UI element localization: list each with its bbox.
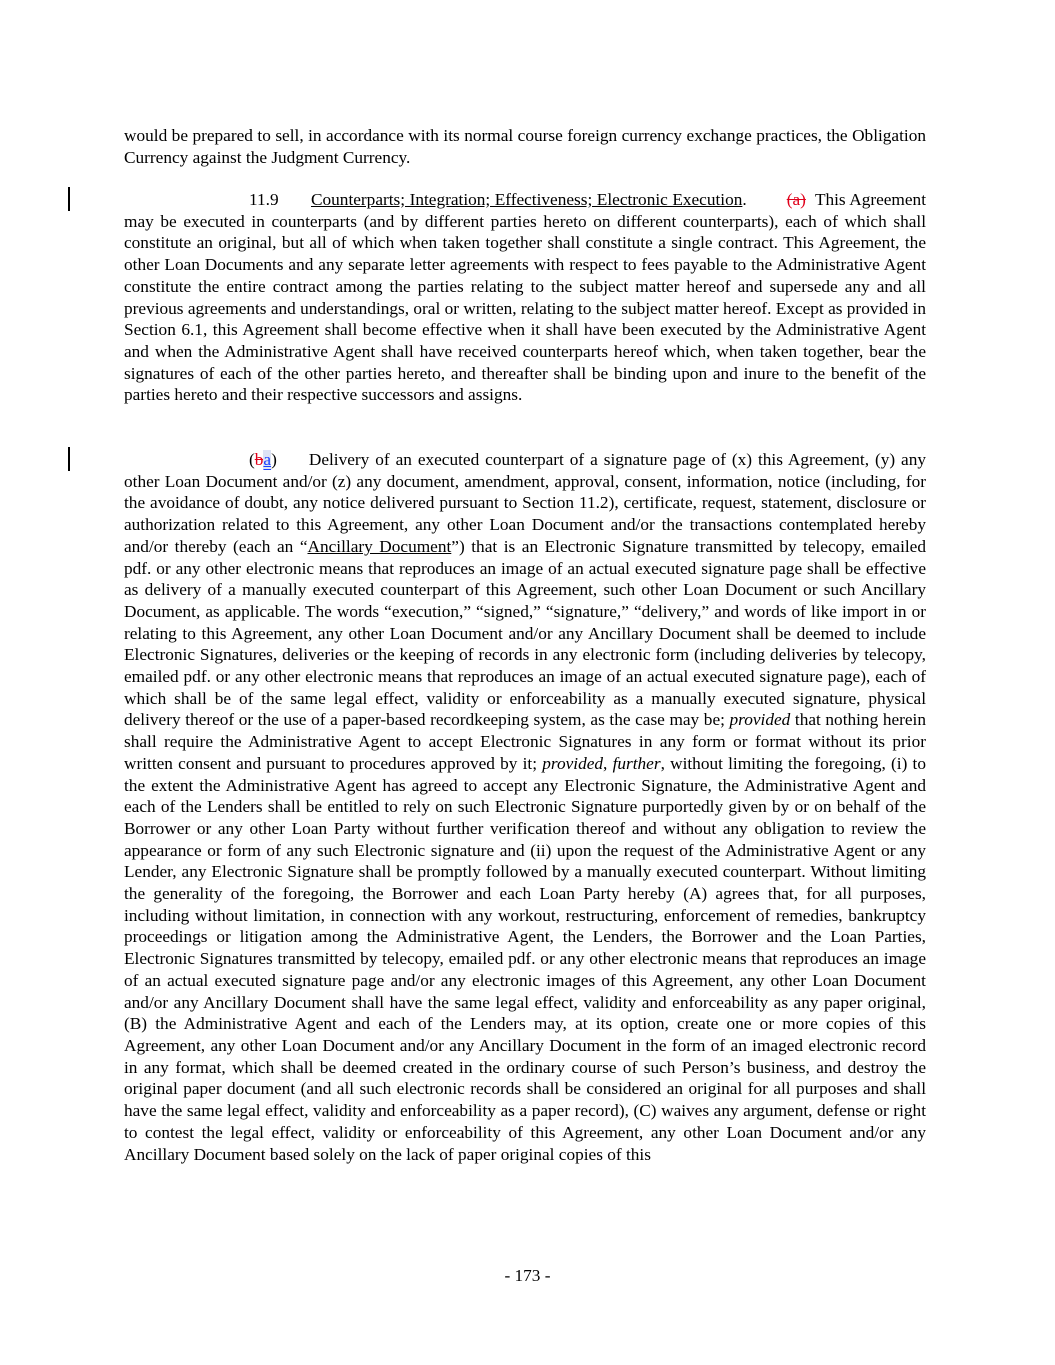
section-heading-period: . [742, 190, 747, 209]
deleted-letter: b [254, 450, 264, 469]
section-11-9-paragraph [124, 189, 926, 406]
change-bar [68, 447, 70, 471]
subsection-text-3: that nothing herein shall require the Administrative Agent to accept Electronic Signatures in any form or format without its prior written consent and pursuant to procedures approved by it; [124, 710, 926, 773]
subsection-text-2: ”) that is an Electronic Signature transmitted by telecopy, emailed pdf. or any other electronic means that reproduces an image of an actual executed signature page shall be effective as delivery of a manually executed counterpart of this Agreement, such other Loan Document or such Ancillary Document, as applicable. The words “execution,” “signed,” “signature,” “delivery,” and words of like import in or relating to this Agreement, any other Loan Document and/or any Ancillary Document shall be deemed to include Electronic Signatures, deliveries or the keeping of records in any electronic form (including deliveries by telecopy, emailed pdf. or any other electronic means that reproduces an image of an actual executed signature page), each of which shall be of the same legal effect, validity or enforceability as a manually executed signature, physical delivery thereof or the use of a paper-based recordkeeping system, as the case may be; [124, 536, 926, 730]
change-bar [68, 187, 70, 211]
defined-term-ancillary-document: Ancillary Document [307, 536, 452, 556]
subsection-close-paren: ) [271, 450, 277, 469]
carryover-text: would be prepared to sell, in accordance with its normal course foreign currency exchange practices, the Obligation Currency against the Judgment Currency. [124, 126, 926, 167]
page-number: - 173 - [504, 1266, 551, 1285]
section-heading: Counterparts; Integration; Effectiveness; Electronic Execution [311, 190, 743, 209]
subsection-text-1: Delivery of an executed counterpart of a signature page of (x) this Agreement, (y) any other Loan Document and/or (z) any document, amendment, approval, consent, information, notice (including, for the avoidance of doubt, any notice delivered pursuant to Section 11.2), certificate, request, statement, disclosure or authorization related to this Agreement, any other Loan Document and/or the transactions contemplated hereby and/or thereby (each an “ [124, 450, 926, 556]
inserted-letter: a [263, 450, 272, 469]
comma: , [603, 753, 613, 773]
provided-italic: provided [729, 710, 791, 730]
section-body: This Agreement may be executed in counterparts (and by different parties hereto on different counterparts), each of which shall constitute an original, but all of which when taken together shall constitute a single contract. This Agreement, the other Loan Documents and any separate letter agreements with respect to fees payable to the Administrative Agent constitute the entire contract among the parties relating to the subject matter hereof and supersede any and all previous agreements and understandings, oral or written, relating to the subject matter hereof. Except as provided in Section 6.1, this Agreement shall become effective when it shall have been executed by the Administrative Agent and when the Administrative Agent shall have received counterparts hereof which, when taken together, bear the signatures of each of the other parties hereto, and thereafter shall be binding upon and inure to the benefit of the parties hereto and their respective successors and assigns. [124, 190, 926, 405]
section-number: 11.9 [249, 190, 279, 209]
provided-italic-2: provided [542, 753, 604, 773]
carryover-paragraph [124, 125, 926, 168]
subsection-text-4: , without limiting the foregoing, (i) to the extent the Administrative Agent has agreed to accept any Electronic Signature, the Administrative Agent and each of the Lenders shall be entitled to rely on such Electronic Signature purportedly given by or on behalf of the Borrower or any other Loan Party without further verification thereof and without any obligation to review the appearance or form of any such Electronic signature and (ii) upon the request of the Administrative Agent or any Lender, any Electronic Signature shall be promptly followed by a manually executed counterpart. Without limiting the generality of the foregoing, the Borrower and each Loan Party hereby (A) agrees that, for all purposes, including without limitation, in connection with any workout, restructuring, enforcement of remedies, bankruptcy proceedings or litigation among the Administrative Agent, the Lenders, the Borrower and the Loan Parties, Electronic Signatures transmitted by telecopy, emailed pdf. or any other electronic means that reproduces an image of an actual executed signature page and/or any electronic images of this Agreement, any other Loan Document and/or any Ancillary Document shall have the same legal effect, validity and enforceability as any paper original, (B) the Administrative Agent and each of the Lenders may, at its option, create one or more copies of this Agreement, any other Loan Document and/or any Ancillary Document in the form of an imaged electronic record in any format, which shall be deemed created in the ordinary course of such Person’s business, and destroy the original paper document (and all such electronic records shall be considered an original for all purposes and shall have the same legal effect, validity and enforceability as a paper record), (C) waives any argument, defense or right to contest the legal effect, validity or enforceability of this Agreement, any other Loan Document and/or any Ancillary Document based solely on the lack of paper original copies of this [124, 753, 926, 1164]
further-italic: further [612, 753, 661, 773]
subsection-open-paren: ( [249, 450, 255, 469]
deleted-marker: (a) [786, 190, 806, 209]
subsection-a-paragraph [124, 449, 926, 1165]
